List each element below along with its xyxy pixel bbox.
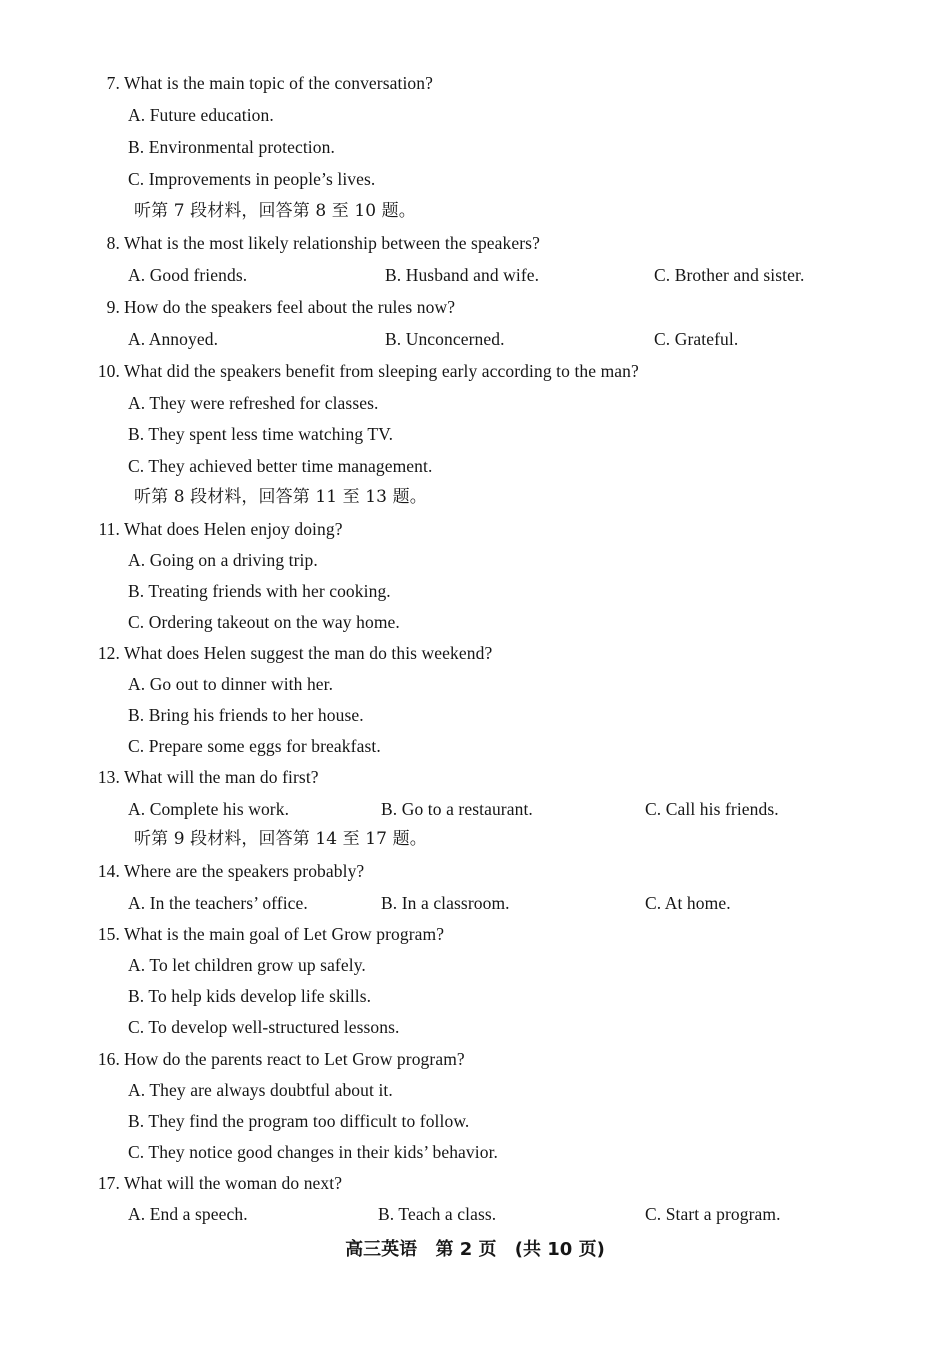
- option-7b: B. Environmental protection.: [128, 137, 335, 157]
- option-17a: A. End a speech.: [128, 1204, 248, 1224]
- option-17c: C. Start a program.: [645, 1204, 781, 1224]
- question-text: What does Helen suggest the man do this weekend?: [124, 643, 493, 663]
- question-text: What is the main goal of Let Grow program?: [124, 924, 445, 944]
- option-7c: C. Improvements in people’s lives.: [128, 169, 376, 189]
- question-number: 15.: [97, 924, 120, 944]
- question-text: What did the speakers benefit from sleeping early according to the man?: [124, 361, 639, 381]
- option-15c: C. To develop well-structured lessons.: [128, 1017, 400, 1037]
- option-9c: C. Grateful.: [654, 329, 739, 349]
- question-text: What is the main topic of the conversation?: [124, 73, 433, 93]
- section-instruction-7: 听第 7 段材料，回答第 8 至 10 题。: [134, 201, 416, 221]
- option-12b: B. Bring his friends to her house.: [128, 705, 364, 725]
- option-16c: C. They notice good changes in their kids’ behavior.: [128, 1142, 499, 1162]
- footer-page: 第 2 页: [435, 1239, 497, 1260]
- footer-total: (共 10 页): [514, 1239, 605, 1260]
- option-10c: C. They achieved better time management.: [128, 456, 433, 476]
- option-8a: A. Good friends.: [128, 265, 248, 285]
- option-13c: C. Call his friends.: [645, 799, 779, 819]
- option-13a: A. Complete his work.: [128, 799, 290, 819]
- option-10a: A. They were refreshed for classes.: [128, 393, 379, 413]
- option-11a: A. Going on a driving trip.: [128, 550, 318, 570]
- option-10b: B. They spent less time watching TV.: [128, 424, 394, 444]
- option-16b: B. They find the program too difficult to follow.: [128, 1111, 470, 1131]
- question-number: 9.: [106, 297, 120, 317]
- option-15b: B. To help kids develop life skills.: [128, 986, 372, 1006]
- option-12c: C. Prepare some eggs for breakfast.: [128, 736, 381, 756]
- question-number: 8.: [106, 233, 120, 253]
- option-13b: B. Go to a restaurant.: [381, 799, 533, 819]
- question-number: 17.: [97, 1173, 120, 1193]
- option-8c: C. Brother and sister.: [654, 265, 805, 285]
- option-14a: A. In the teachers’ office.: [128, 893, 308, 913]
- section-instruction-9: 听第 9 段材料，回答第 14 至 17 题。: [134, 829, 427, 849]
- question-text: What will the man do first?: [124, 767, 319, 787]
- option-9b: B. Unconcerned.: [385, 329, 505, 349]
- question-number: 12.: [97, 643, 120, 663]
- question-text: What does Helen enjoy doing?: [124, 519, 343, 539]
- page-footer: [0, 1238, 950, 1262]
- option-17b: B. Teach a class.: [378, 1204, 497, 1224]
- option-7a: A. Future education.: [128, 105, 274, 125]
- section-instruction-8: 听第 8 段材料，回答第 11 至 13 题。: [134, 487, 427, 507]
- option-14b: B. In a classroom.: [381, 893, 510, 913]
- option-11c: C. Ordering takeout on the way home.: [128, 612, 400, 632]
- question-number: 10.: [97, 361, 120, 381]
- question-text: How do the speakers feel about the rules now?: [124, 297, 456, 317]
- question-text: Where are the speakers probably?: [124, 861, 365, 881]
- option-12a: A. Go out to dinner with her.: [128, 674, 334, 694]
- question-number: 13.: [97, 767, 120, 787]
- question-number: 14.: [97, 861, 120, 881]
- question-number: 7.: [106, 73, 120, 93]
- option-9a: A. Annoyed.: [128, 329, 219, 349]
- option-8b: B. Husband and wife.: [385, 265, 540, 285]
- option-14c: C. At home.: [645, 893, 731, 913]
- question-text: How do the parents react to Let Grow program?: [124, 1049, 465, 1069]
- option-15a: A. To let children grow up safely.: [128, 955, 366, 975]
- option-11b: B. Treating friends with her cooking.: [128, 581, 391, 601]
- question-text: What will the woman do next?: [124, 1173, 343, 1193]
- question-number: 16.: [97, 1049, 120, 1069]
- footer-subject: 高三英语: [345, 1239, 418, 1260]
- question-number: 11.: [98, 519, 120, 539]
- option-16a: A. They are always doubtful about it.: [128, 1080, 393, 1100]
- question-text: What is the most likely relationship between the speakers?: [124, 233, 540, 253]
